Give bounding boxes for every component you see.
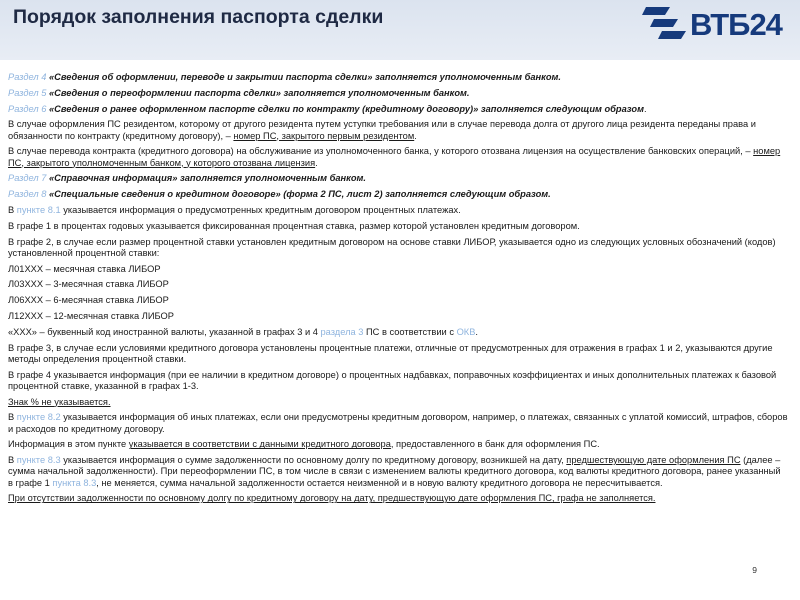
underlined-text: предшествующую дате оформления ПС: [566, 455, 741, 466]
text: «ХХХ» – буквенный код иностранной валюты, указанной в графах 3 и 4: [8, 326, 321, 337]
underlined-text: Знак % не указывается.: [8, 396, 111, 407]
section-text: «Сведения об оформлении, переводе и закрытии паспорта сделки» заполняется уполномоченным банком.: [48, 72, 561, 82]
text: , не меняется, сумма начальной задолженности остается неизменной и в новую валюту кредитного договора не пересчитывается.: [96, 477, 663, 488]
underlined-text: указывается в соответствии с данными кредитного договора: [128, 439, 391, 450]
text: В: [8, 204, 17, 215]
text: ПС в соответствии с: [363, 326, 457, 337]
text: В: [8, 412, 17, 423]
text: (далее – сумма начальной задолженности). При переоформлении ПС, в том числе в связи с изменением валюты кредитного договора, код валюты кредитного договора, ранее указанный в графе 1: [8, 455, 781, 488]
code-l06: Л06ХХХ – 6-месячная ставка ЛИБОР: [8, 295, 169, 306]
slide-header: [0, 0, 800, 60]
section-link[interactable]: Раздел 7: [8, 173, 47, 184]
text: Информация в этом пункте: [8, 439, 129, 450]
section-text: «Специальные сведения о кредитном договоре» (форма 2 ПС, лист 2) заполняется следующим образом.: [48, 189, 551, 200]
punct: .: [414, 130, 417, 141]
section-link[interactable]: Раздел 6: [8, 103, 47, 114]
code-l03: Л03ХХХ – 3-месячная ставка ЛИБОР: [8, 279, 169, 290]
punct: .: [315, 157, 318, 168]
section-link[interactable]: Раздел 5: [8, 87, 47, 98]
paragraph-info: [8, 439, 788, 450]
document-body: [8, 72, 788, 509]
section-link[interactable]: Раздел 4: [8, 72, 47, 82]
underlined-text: номер ПС, закрытого уполномоченным банком, у которого отозвана лицензия: [8, 146, 781, 168]
text: указывается информация о предусмотренных кредитным договором процентных платежах.: [60, 204, 461, 215]
paragraph-column-2: В графе 2, в случае если размер процентной ставки установлен кредитным договором на основе ставки ЛИБОР, указывается одно из следующих условных обозначений (кодов) установленной процентной ставки:: [8, 236, 776, 258]
section-text: «Сведения о ранее оформленном паспорте сделки по контракту (кредитному договору)» заполняется следующим образом: [48, 103, 644, 114]
section-text: «Сведения о переоформлении паспорта сделки» заполняется уполномоченным банком.: [48, 87, 470, 98]
paragraph-percent-note: [8, 397, 788, 408]
paragraph-license-revoked: [8, 146, 788, 168]
paragraph-section-4: [8, 72, 788, 83]
text: , предоставленного в банк для оформления ПС.: [390, 439, 600, 450]
paragraph-item-8-2: [8, 412, 788, 434]
code-l01: Л01ХХХ – месячная ставка ЛИБОР: [8, 263, 161, 274]
section-link[interactable]: Раздел 8: [8, 189, 47, 200]
logo-text: [690, 7, 782, 43]
underlined-text: номер ПС, закрытого первым резидентом: [233, 130, 415, 141]
item-link[interactable]: пункте 8.1: [16, 204, 61, 215]
paragraph-item-8-3: [8, 455, 788, 489]
vtb24-logo: [642, 0, 792, 50]
punct: .: [643, 103, 647, 114]
punct: .: [475, 326, 479, 337]
paragraph-item-8-1: [8, 205, 788, 216]
code-l12: Л12ХХХ – 12-месячная ставка ЛИБОР: [8, 310, 174, 321]
paragraph-no-debt: [8, 493, 788, 504]
paragraph-section-8: [8, 189, 788, 200]
page-title: Порядок заполнения паспорта сделки: [13, 6, 384, 28]
paragraph-column-4: В графе 4 указывается информация (при ее наличии в кредитном договоре) о процентных надбавках, поправочных коэффициентах и иных дополнительных платежах к базовой процентной ставке, указанной в графах 1-3.: [8, 369, 777, 391]
section-3-link[interactable]: раздела 3: [320, 326, 364, 337]
text: В случае перевода контракта (кредитного договора) на обслуживание из уполномоченного банка, у которого отозвана лицензия на осуществление банковских операций, –: [8, 146, 754, 157]
logo-brand: ВТБ: [690, 7, 750, 42]
item-link[interactable]: пункте 8.3: [16, 455, 61, 466]
text: указывается информация об иных платежах, если они предусмотрены кредитным договором, например, о платежах, связанных с уплатой комиссий, штрафов, сборов и расходов по кредитному договору.: [8, 412, 788, 434]
underlined-text: При отсутствии задолженности по основному долгу по кредитному договору на дату, предшествующую дате оформления ПС, графа не заполняется.: [8, 493, 656, 504]
logo-number: 24: [749, 7, 782, 42]
paragraph-section-7: [8, 173, 788, 184]
paragraph-column-1: В графе 1 в процентах годовых указывается фиксированная процентная ставка, размер которой установлен кредитным договором.: [8, 220, 580, 231]
paragraph-section-5: [8, 88, 788, 99]
page-number: 9: [752, 565, 757, 575]
paragraph-column-3: В графе 3, в случае если условиями кредитного договора установлены процентные платежи, отличные от предусмотренных для отражения в графах 1 и 2, указываются другие методы определения процентной ставки.: [8, 342, 773, 364]
item-link[interactable]: пункте 8.2: [16, 412, 61, 423]
vtb-wave-icon: [642, 2, 688, 44]
paragraph-assignment: [8, 119, 788, 141]
paragraph-currency-code: [8, 327, 788, 338]
okv-link[interactable]: ОКВ: [456, 326, 476, 337]
text: В: [8, 455, 17, 466]
text: В случае оформления ПС резидентом, которому от другого резидента путем уступки требования или в случае перевода долга от другого лица резидента переданы права и обязанности по контракту (кредитному договору), –: [8, 119, 756, 141]
section-text: «Справочная информация» заполняется уполномоченным банком.: [48, 173, 366, 184]
text: указывается информация о сумме задолженности по основному долгу по кредитному договору, возникшей на дату,: [60, 455, 567, 466]
item-link[interactable]: пункта 8.3: [52, 477, 97, 488]
paragraph-section-6: [8, 104, 788, 115]
